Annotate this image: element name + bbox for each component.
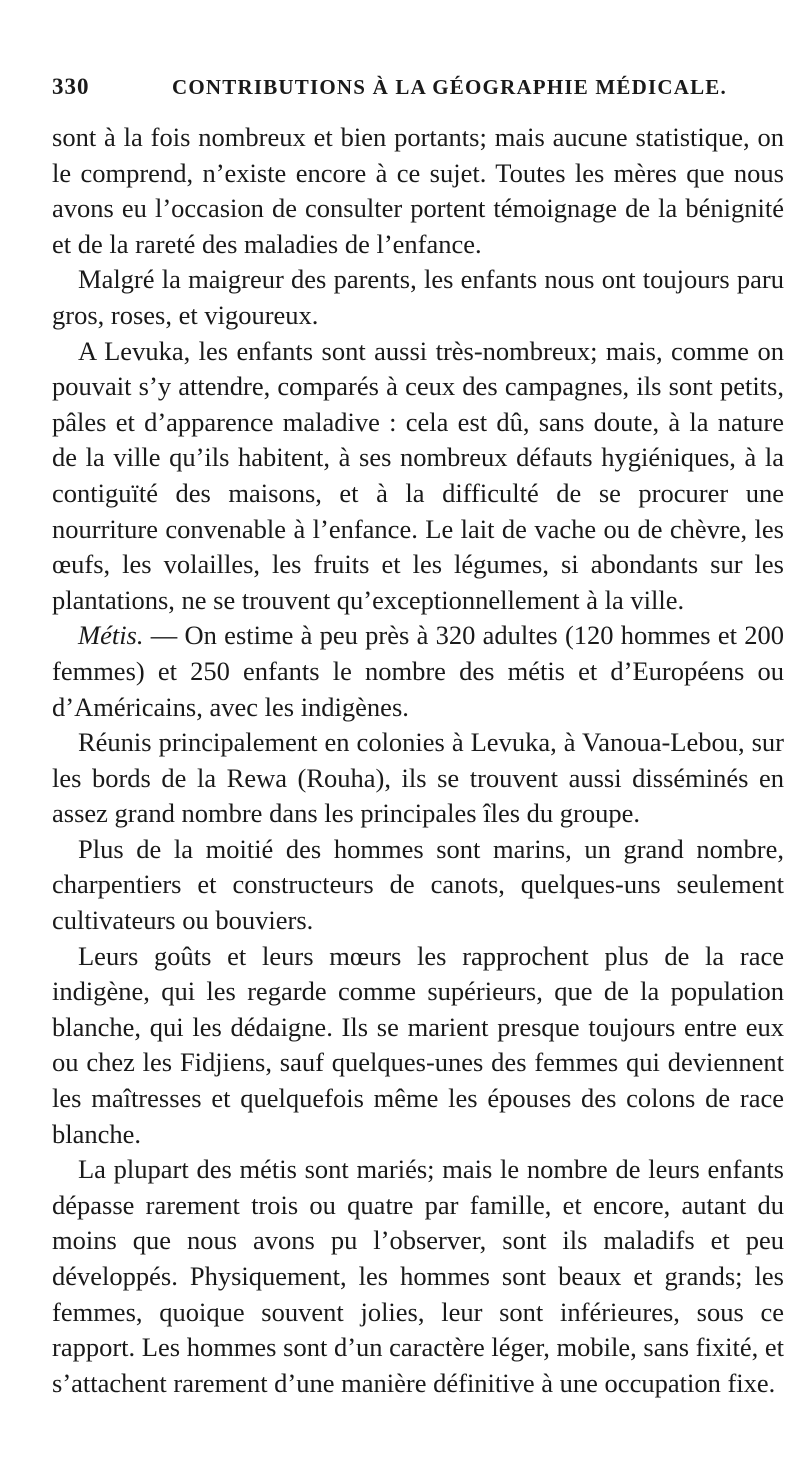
paragraph-colonies xyxy=(52,725,784,832)
paragraph-text: sont à la fois nombreux et bien portants; mais aucune statistique, on le comprend, n’existe encore à ce sujet. Toutes les mères que nous avons eu l’occasion de consulter portent témoignage de la bénignité et de la rareté des maladies de l’enfance. xyxy=(52,122,784,259)
paragraph-text: — On estime à peu près à 320 adultes (120 hommes et 200 femmes) et 250 enfants le nombre des métis et d’Européens ou d’Américains, avec les indigènes. xyxy=(52,620,784,722)
body-text xyxy=(52,120,784,1401)
paragraph-text: La plupart des métis sont mariés; mais le nombre de leurs enfants dépasse rarement trois ou quatre par famille, et encore, autant du moins que nous avons pu l’observer, sont ils maladifs et peu développés. Physiquement, les hommes sont beaux et grands; les femmes, quoique souvent jolies, leur sont inférieures, sous ce rapport. Les hommes sont d’un caractère léger, mobile, sans fixité, et s’attachent rarement d’une manière définitive à une occupation fixe. xyxy=(52,1154,784,1398)
paragraph-text: Leurs goûts et leurs mœurs les rapprochent plus de la race indigène, qui les regarde comme supérieurs, que de la population blanche, qui les dédaigne. Ils se marient presque toujours entre eux ou chez les Fidjiens, sauf quelques-unes des femmes qui deviennent les maîtresses et quelquefois même les épouses des colons de race blanche. xyxy=(52,940,784,1149)
paragraph-continuation xyxy=(52,120,784,262)
paragraph-customs xyxy=(52,939,784,1153)
paragraph-text: Malgré la maigreur des parents, les enfants nous ont toujours paru gros, roses, et vigoureux. xyxy=(52,264,784,330)
paragraph-text: Réunis principalement en colonies à Levuka, à Vanoua-Lebou, sur les bords de la Rewa (Rouha), ils se trouvent aussi disséminés en assez grand nombre dans les principales îles du groupe. xyxy=(52,727,784,829)
paragraph-families xyxy=(52,1152,784,1401)
section-label-metis: Métis. xyxy=(78,620,144,651)
book-page xyxy=(52,74,784,1401)
page-header xyxy=(52,74,784,114)
paragraph-children-health xyxy=(52,262,784,333)
page-number: 330 xyxy=(52,74,90,99)
paragraph-occupations xyxy=(52,832,784,939)
running-title: CONTRIBUTIONS À LA GÉOGRAPHIE MÉDICALE. xyxy=(172,75,727,99)
paragraph-levuka-children xyxy=(52,334,784,619)
paragraph-text: Plus de la moitié des hommes sont marins, un grand nombre, charpentiers et constructeurs de canots, quelques-uns seulement cultivateurs ou bouviers. xyxy=(52,833,784,936)
paragraph-text: A Levuka, les enfants sont aussi très-nombreux; mais, comme on pouvait s’y attendre, comparés à ceux des campagnes, ils sont petits, pâles et d’apparence maladive : cela est dû, sans doute, à la nature de la ville qu’ils habitent, à ses nombreux défauts hygiéniques, à la contiguïté des maisons, et à la difficulté de se procurer une nourriture convenable à l’enfance. Le lait de vache ou de chèvre, les œufs, les volailles, les fruits et les légumes, si abondants sur les plantations, ne se trouvent qu’exceptionnellement à la ville. xyxy=(52,335,784,615)
paragraph-metis xyxy=(52,618,784,725)
